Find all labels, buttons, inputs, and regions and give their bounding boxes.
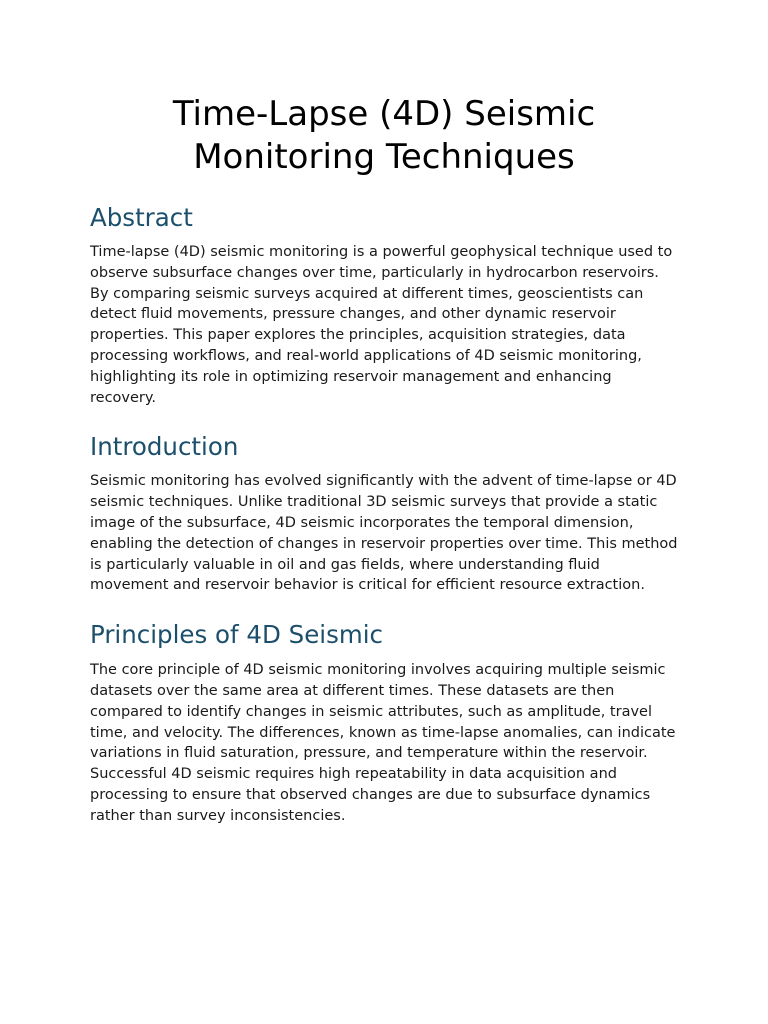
abstract-section	[90, 203, 678, 408]
introduction-heading: Introduction	[90, 432, 239, 462]
principles-paragraph: The core principle of 4D seismic monitoring involves acquiring multiple seismic datasets over the same area at different times. These datasets are then compared to identify changes in seismic attributes, such as amplitude, travel time, and velocity. The differences, known as time-lapse anomalies, can indicate variations in fluid saturation, pressure, and temperature within the reservoir. Successful 4D seismic requires high repeatability in data acquisition and processing to ensure that observed changes are due to subsurface dynamics rather than survey inconsistencies.	[90, 662, 676, 824]
abstract-heading: Abstract	[90, 203, 193, 232]
principles-section	[90, 620, 678, 826]
document-title: Time-Lapse (4D) Seismic Monitoring Techniques	[172, 94, 596, 177]
abstract-paragraph: Time-lapse (4D) seismic monitoring is a powerful geophysical technique used to observe subsurface changes over time, particularly in hydrocarbon reservoirs. By comparing seismic surveys acquired at different times, geoscientists can detect fluid movements, pressure changes, and other dynamic reservoir properties. This paper explores the principles, acquisition strategies, data processing workflows, and real-world applications of 4D seismic monitoring, highlighting its role in optimizing reservoir management and enhancing recovery.	[90, 244, 673, 406]
introduction-section	[90, 432, 678, 596]
introduction-paragraph: Seismic monitoring has evolved significantly with the advent of time-lapse or 4D seismic techniques. Unlike traditional 3D seismic surveys that provide a static image of the subsurface, 4D seismic incorporates the temporal dimension, enabling the detection of changes in reservoir properties over time. This method is particularly valuable in oil and gas fields, where understanding fluid movement and reservoir behavior is critical for efficient resource extraction.	[90, 473, 678, 594]
principles-heading: Principles of 4D Seismic	[90, 620, 383, 650]
